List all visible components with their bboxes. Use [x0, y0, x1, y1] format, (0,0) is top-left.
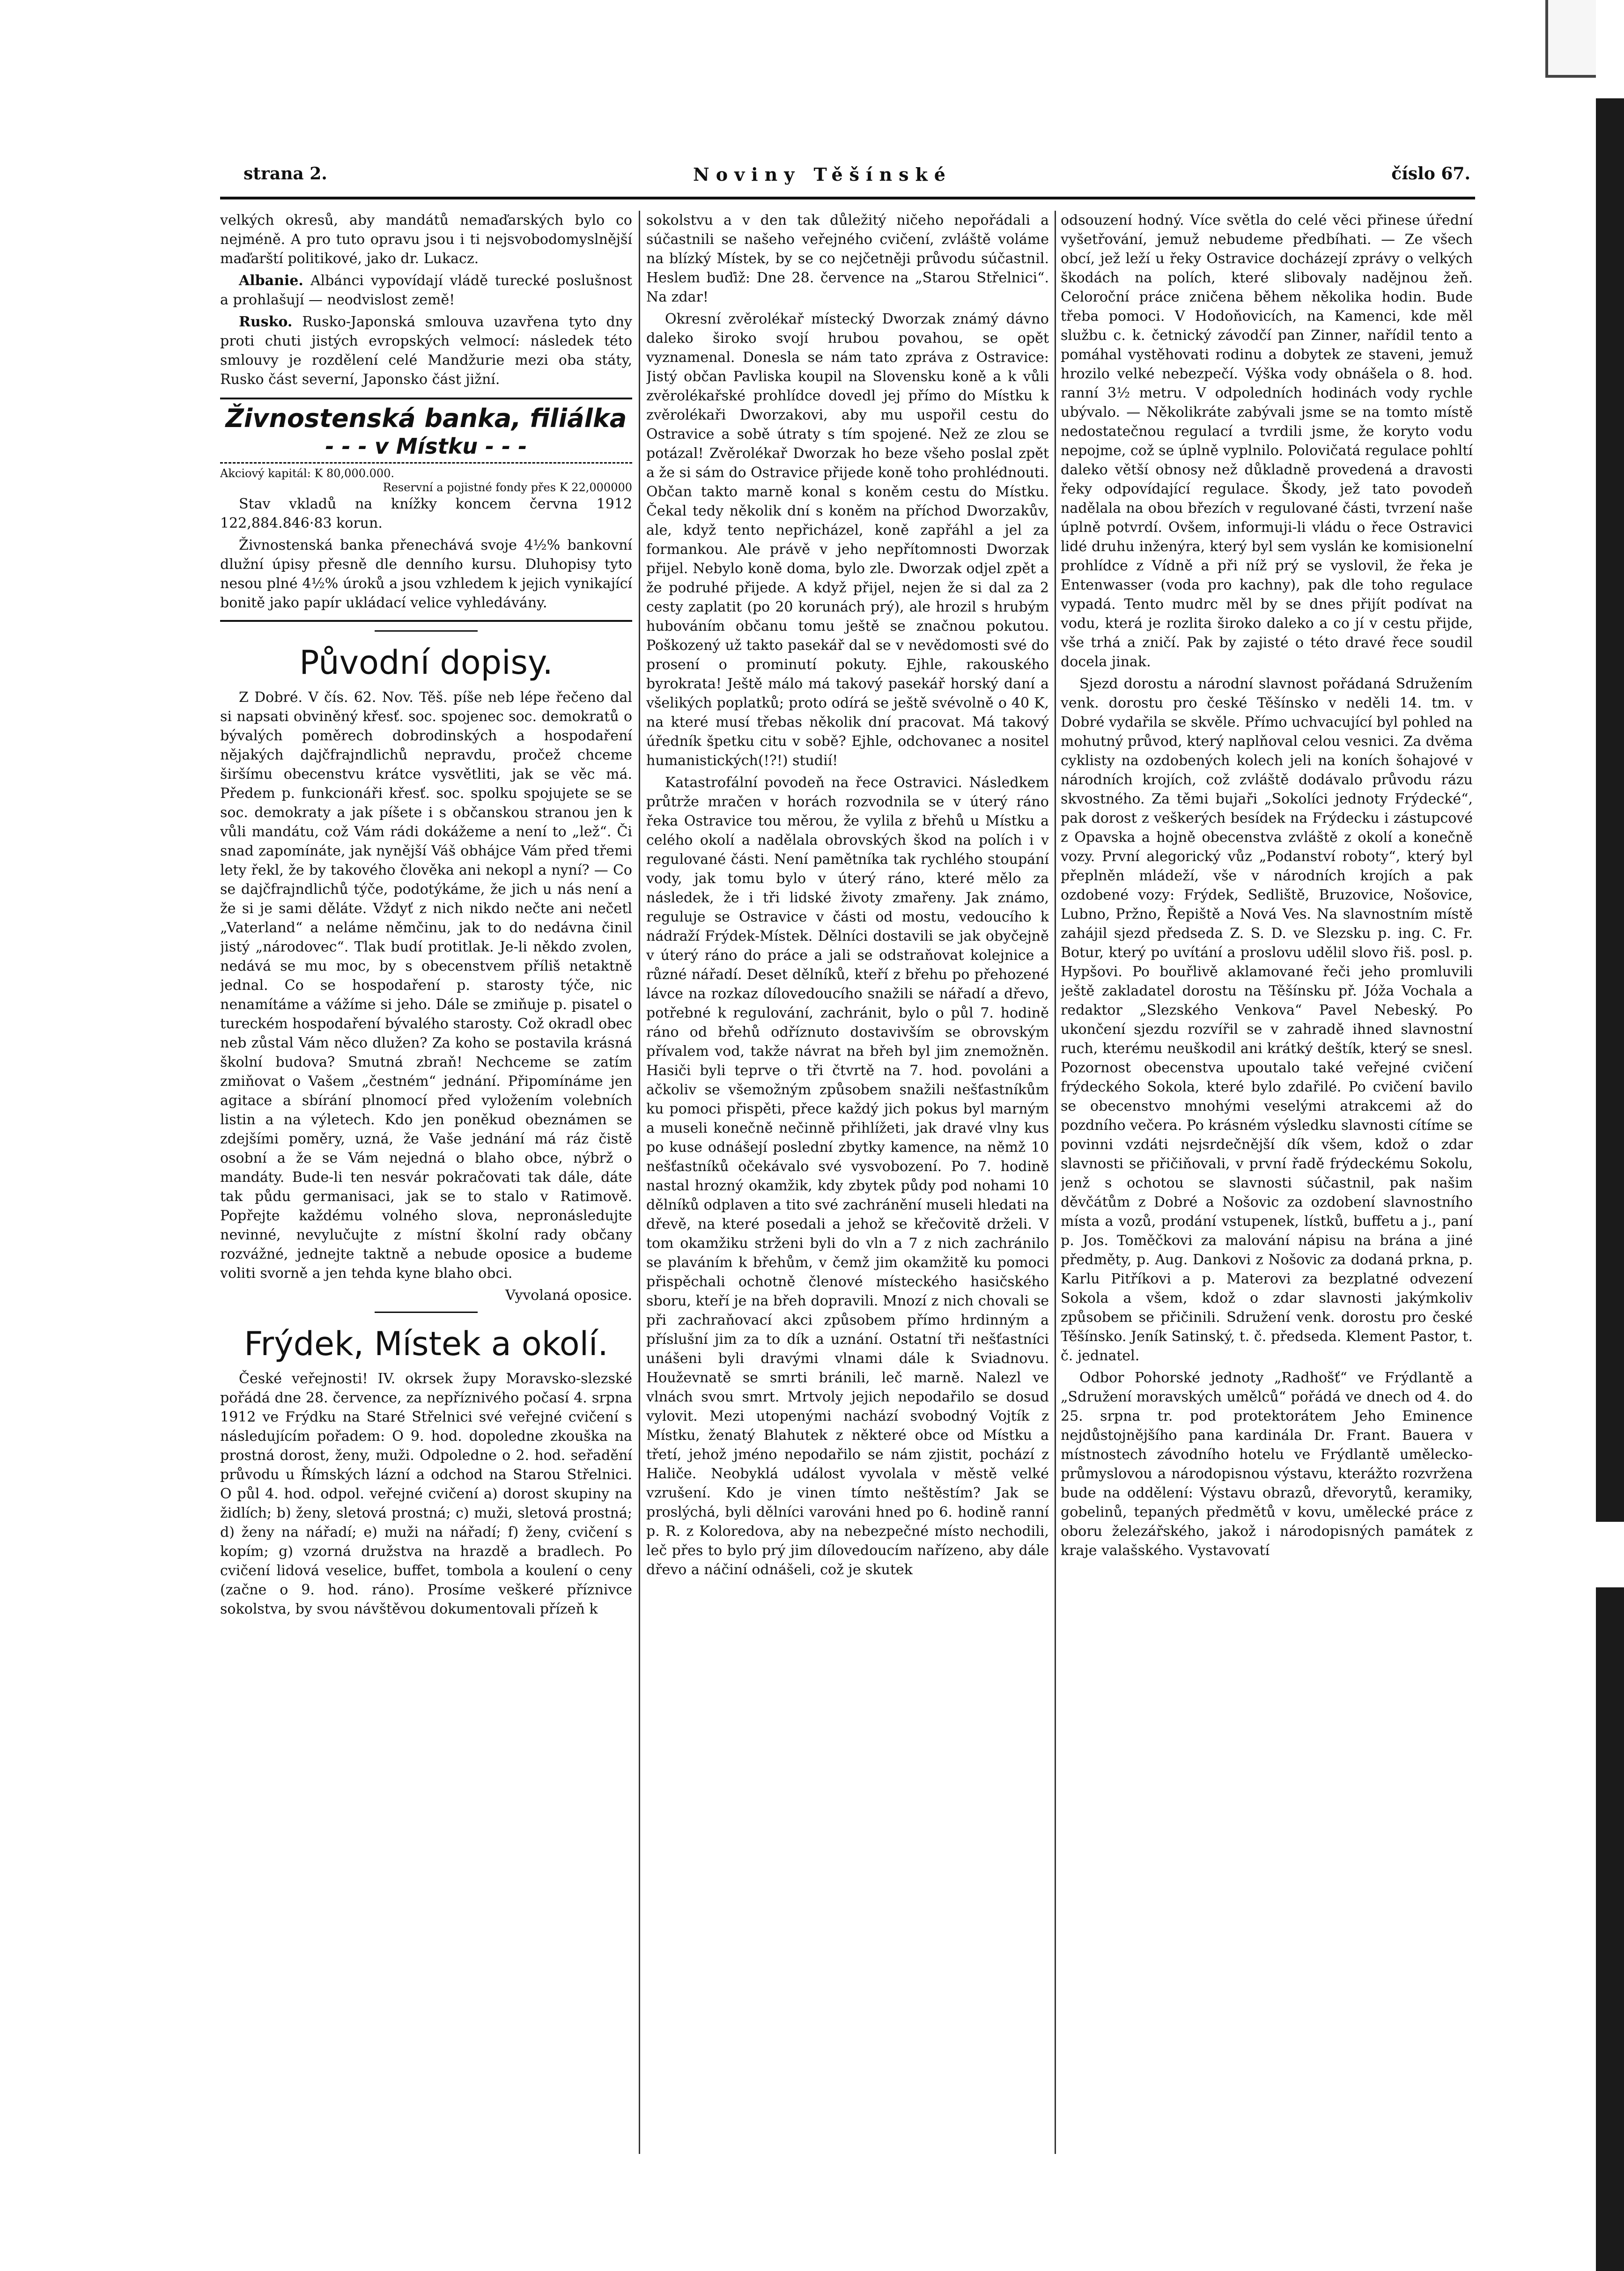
news-item-albanie [220, 271, 632, 310]
ad-subtitle: - - - v Místku - - - [325, 434, 527, 459]
newspaper-title: Noviny Těšínské [693, 164, 952, 185]
item-text: Albánci vypovídají vládě turecké poslušnost a prohlašují — neodvislost země! [220, 273, 632, 308]
article-paragraph: odsouzení hodný. Více světla do celé věci přinese úřední vyšetřování, jemuž nebudeme předbíhati. — Ze všech obcí, jež leží u řeky Ostravice docházejí zprávy o velkých škodách na polích, které slibovaly nadějnou žeň. Celoroční práce zničena během několika hodin. Bude třeba pomoci. V Hodoňovicích, na Kamenci, kde měl službu c. k. četnický závodčí pan Zinner, nařídil tento a pomáhal vystěhovati rodinu a dobytek ze staveni, jemuž hrozilo velké nebezpečí. Výška vody obnášela o 8. hod. ranní 3½ metru. V odpoledních hodinách vody rychle ubývalo. — Několikráte zabývali jsme se na tomto místě nedostatečnou regulací a tvrdili jsme, že koryto vodu nepojme, což se úplně vyplnilo. Polovičatá regulace pohltí daleko větší obnosy než důkladně provedená a dravosti řeky odpovídající regulace. Škody, jež tato povodeň nadělala na obou březích v regulované části, tvrzení naše úplně potvrdí. Ovšem, informuji-li vládu o řece Ostravici lidé druhu inženýra, který byl sem vyslán ke komisionelní prohlídce z Vídně a při níž prý se vyslovil, že řeka je Entenwasser (voda pro kachny), pak dle toho regulace vypadá. Tento mudrc měl by se dnes přijít podívat na vodu, která je rozlita široko daleko a co jí v cestu přijde, vše trhá a zničí. Pak by zajisté o této dravé řece soudil docela jinak. [1061, 212, 1473, 670]
divider [375, 1312, 478, 1313]
page-header [244, 164, 1470, 187]
article-paragraph: Sjezd dorostu a národní slavnost pořádaná Sdružením venk. dorostu pro české Těšínsko v neděli 14. tm. v Dobré vydařila se skvěle. Přímo uchvacující byl pohled na mohutný průvod, který naplňoval celou vesnici. Za dvěma cyklisty na ozdobených kolech jeli na koních šohajové v národních krojích, což zvláště dodávalo průvodu rázu skvostného. Za těmi bujaři „Sokolíci jednoty Frýdecké“, pak dorost z veškerých besídek na Frýdecku i zástupcové z Opavska a hojně obecenstva zvláště z okolí a konečně vozy. První alegorický vůz „Podanství roboty“, který byl přeplněn mládeží, vše v národních krojích a pak ozdobené vozy: Frýdek, Sedliště, Bruzovice, Nošovice, Lubno, Pržno, Řepiště a Nová Ves. Na slavnostním místě zahájil sjezd předseda Z. S. D. ve Slezsku p. ing. C. Fr. Botur, který po uvítání a proslovu udělil slovo řiš. posl. p. Hypšovi. Po bouřlivě aklamované řeči jeho promluvili ještě zakladatel dorostu na Těšínsku př. Jóža Vochala a redaktor „Slezského Venkova“ Pavel Nebeský. Po ukončení sjezdu rozvířil se v zahradě ihned slavnostní ruch, kterému neuškodil ani krátký deštík, který se snesl. Pozornost obecenstva upoutalo také veřejné cvičení frýdeckého Sokola, které bylo zdařilé. Po cvičení bavilo se obecenstvo mnohými veselými atrakcemi až do pozdního večera. Po krásném výsledku slavnosti cítíme se povinni vzdáti nejsrdečnější dík všem, kdož o zdar slavnosti se přičiňovali, v první řadě frýdeckému Sokolu, jenž s ochotou se slavnosti súčastnil, pak našim děvčátům z Dobré a Nošovic za ozdobení slavnostního místa a vozů, prodání vstupenek, lístků, buffetu a j., paní p. Jos. Toměčkovi za malování nápisu na brána a jiné předměty, p. Aug. Dankovi z Nošovic za dodaná prkna, p. Karlu Pitříkovi a p. Materovi za bezplatné odvezení Sokola a všem, kdož o zdar slavnosti jakýmkoliv způsobem se přičinili. Sdružení venk. dorostu pro české Těšínsko. Jeník Satinský, t. č. předseda. Klement Pastor, t. č. jednatel. [1061, 676, 1473, 1364]
divider [375, 630, 478, 632]
article-paragraph: České veřejnosti! IV. okrsek župy Moravsko-slezské pořádá dne 28. července, za nepříznivého počasí 4. srpna 1912 ve Frýdku na Staré Střelnici své veřejné cvičení s následujícím pořadem: O 9. hod. dopoledne zkouška na prostná dorost, ženy, muži. Odpoledne o 2. hod. seřadění průvodu u Římských lázní a odchod na Starou Střelnici. O půl 4. hod. odpol. veřejné cvičení a) dorost skupiny na židlích; b) ženy, sletová prostná; c) muži, sletová prostná; d) ženy na nářadí; e) muži na nářadí; f) ženy, cvičení s kopím; g) vzorná družstva na hrazdě a bradlech. Po cvičení lidová veselice, buffet, tombola a koulení o ceny (začne o 9. hod. ráno). Prosíme veškeré příznivce sokolstva, by svou návštěvou dokumentovali přízeň k [220, 1371, 632, 1617]
ad-capital: Akciový kapitál: K 80,000.000. [220, 467, 395, 480]
item-heading: Albanie. [239, 273, 303, 289]
issue-number: číslo 67. [1391, 164, 1470, 184]
article-paragraph: Katastrofální povodeň na řece Ostravici. Následkem průtrže mračen v horách rozvodnila se v úterý ráno řeka Ostravice tou měrou, že vylila z břehů u Místku a celého okolí a nadělala obrovských škod na polích i v regulované části. Není pamětníka tak rychlého stoupání vody, jak tomu bylo v úterý ráno, které mělo za následek, že i tři lidské životy zmařeny. Jak známo, reguluje se Ostravice v části od mostu, vedoucího k nádraží Frýdek-Místek. Dělníci dostavili se jak obyčejně v úterý ráno do práce a jali se odstraňovat kolejnice a různé nářadí. Deset dělníků, kteří z břehu po přehozené lávce na rozkaz dílovedoucího snažili se nářadí a dřevo, potřebné k regulování, zachránit, bylo o půl 7. hodině ráno od břehů odříznuto dostavivším se obrovským přívalem vod, takže návrat na břeh byl jim znemožněn. Hasiči byli teprve o tři čtvrtě na 7. hod. povoláni a ačkoliv se všemožným způsobem snažili nešťastníkům ku pomoci přispěti, přece každý jich pokus byl marným a museli konečně nečinně přihlížeti, jak dravé vlny kus po kuse odnášejí poslední zbytky kamence, na němž 10 nešťastníků očekávalo své vysvobození. Po 7. hodině nastal hrozný okamžik, kdy zbytek půdy pod nohami 10 dělníků odplaven a tito své zachránění museli hledati na dřevě, na které posedali a jehož se křečovitě drželi. V tom okamžiku strženi byli do vln a 7 z nich zachránilo se plaváním k břehům, v čemž jim okamžitě ku pomoci přispěchali ochotně členové místeckého hasičského sboru, kteří je na břeh dopravili. Mnozí z nich chovali se při zachraňovací akci způsobem přímo hrdinným a příslušní jim za to dík a uznání. Ostatní tři nešťastníci unášeni byli dravými vlnami dále k Sviadnovu. Houževnatě se smrti bránili, leč marně. Nalezl ve vlnách svou smrt. Mrtvoly jejich nepodařilo se dosud vylovit. Mezi utopenými nachází svobodný Vojtík z Místku, ženatý Blahutek z některé obce od Místku a třetí, jehož jméno nepodařilo se nám zjistit, pochází z Haliče. Neobyklá událost vyvolala v městě velké vzrušení. Kdo je vinen tímto neštěstím? Jak se proslýchá, byli dělníci varováni hned po 6. hodině ranní p. R. z Koloredova, aby na nebezpečné místo nechodili, leč přes to bylo prý jim dílovedoucím nařízeno, aby dále dřevo a náčiní odnášeli, což je skutek [646, 774, 1049, 1578]
article-paragraph: Okresní zvěrolékař místecký Dworzak známý dávno daleko široko svojí hrubou povahou, se opět vyznamenal. Donesla se nám tato zpráva z Ostravice: Jistý občan Pavliska koupil na Slovensku koně a k vůli zvěrolékařské prohlídce dovedl jej přímo do Místku k zvěrolékaři Dworzakovi, aby mu uspořil cestu do Ostravice a sobě útraty s tím spojené. Než ze zlou se potázal! Zvěrolékař Dworzak ho beze všeho poslal zpět a že si sám do Ostravice přijede koně toho prohlédnouti. Občan takto marně konal s koněm cestu do Místku. Čekal tedy několik dní s koněm na příchod Dworzakův, ale, když tento nepřicházel, koně zapřáhl a jel za formankou. Ale právě v jeho nepřítomnosti Dworzak přijel. Nebylo koně doma, bylo zle. Dworzak odjel zpět a že podruhé přijede. A když přijel, nejen že si dal za 2 cesty zaplatit (po 20 korunách prý), ale hrozil s hrubým hubováním občanu tomu ještě se značnou pokutou. Poškozený už takto pasekář dal se v nevědomosti své do prosení o prominutí pokuty. Ejhle, rakouského byrokrata! Ještě málo má takový pasekář horský daní a všelikých poplatků; proto odírá se ještě svévolně o 40 K, na které musí třebas několik dní pracovat. Má takový úředník špetku citu v sobě? Ejhle, odchovanec a nositel humanistických(!?!) studií! [646, 311, 1049, 769]
ad-title: Živnostenská banka, filiálka [225, 404, 627, 433]
header-rule [220, 197, 1475, 199]
article-signature: Vyvolaná oposice. [505, 1287, 632, 1304]
column-divider [1055, 211, 1056, 2154]
bank-advertisement [220, 398, 632, 622]
scan-edge-right [1596, 0, 1624, 2271]
ad-divider [220, 462, 632, 464]
section-title: Frýdek, Místek a okolí. [244, 1325, 608, 1363]
ad-funds: Reservní a pojistné fondy přes K 22,000000 [383, 481, 632, 494]
item-heading: Rusko. [239, 314, 293, 330]
article-paragraph: Z Dobré. V čís. 62. Nov. Těš. píše neb lépe řečeno dal si napsati obviněný křesť. soc. spojenec soc. demokratů o bývalých poměrech dobrodinských a hospodaření nějakých dajčfrajndlichů nepravdu, pročež chceme širšímu obecenstvu krátce vysvětliti, jak se věc má. Předem p. funkcionáři křesť. soc. spolku spojujete se se soc. demokraty a jak píšete i s občanskou stranou jen k vůli mandátu, což Vám rádi dokážeme a není to „lež“. Či snad zapomínáte, jak nynější Váš obhájce Vám před třemi lety řekl, že by takového člověka ani nekopl a nyní? — Co se dajčfrajndlichů týče, podotýkáme, že jich u nás není a že si je sami děláte. Vždyť z nich nikdo nečte ani nečetl „Vaterland“ a neláme němčinu, jak to do nedávna činil jistý „národovec“. Tlak budí protitlak. Je-li někdo zvolen, nedává se mu moc, by s obecenstvem příliš netaktně jednal. Co se hospodaření p. starosty týče, nic nenamítáme a vážíme si jeho. Dále se zmiňuje p. pisatel o tureckém hospodaření bývalého starosty. Což okradl obec neb zůstal Vám něco dlužen? Za koho se postavila krásná školní budova? Smutná zbraň! Nechceme se zatím zmiňovat o Vašem „čestném“ jednání. Připomínáme jen agitace a sbírání plnomocí před vyložením volebních listin a na výletech. Kdo jen poněkud obeznámen se zdejšími poměry, uzná, že Vaše jednání má ráz čistě osobní a že se Vám nejedná o blaho obce, nýbrž o mandáty. Bude-li ten nesvár pokračovati tak dále, dáte tak půdu germanisaci, jak se to stalo v Ratimově. Popřejte každému volného slova, nepronásledujte nevinné, nevylučujte z místní školní rady občany rozvážné, jednejte taktně a nebude oposice a budeme voliti svorně a jen tehda kyne blaho obci. [220, 689, 632, 1282]
column-divider [639, 211, 640, 2154]
column-2 [646, 211, 1049, 2154]
section-title: Původní dopisy. [299, 643, 553, 682]
ad-paragraph: Živnostenská banka přenechává svoje 4½% bankovní dlužní úpisy přesně dle denního kursu. Dluhopisy tyto nesou plné 4½% úroků a jsou vzhledem k jejich vynikající bonitě jako papír ukládací velice vyhledávány. [220, 537, 632, 611]
item-text: Rusko-Japonská smlouva uzavřena tyto dny proti chuti jistých evropských velmocí: následek této smlouvy je rozdělení celé Mandžurie mezi oba státy, Rusko část severní, Japonsko část jižní. [220, 314, 632, 388]
column-3 [1061, 211, 1473, 2154]
article-paragraph: sokolstvu a v den tak důležitý ničeho nepořádali a súčastnili se našeho veřejného cvičení, zvláště voláme na blízký Místek, by se co nejčetněji průvodu súčastnil. Heslem buďiž: Dne 28. července na „Starou Střelnici“. Na zdar! [646, 212, 1049, 305]
news-item-rusko [220, 312, 632, 389]
article-paragraph: velkých okresů, aby mandátů nemaďarských bylo co nejméně. A pro tuto opravu jsou i ti nejsvobodomyslnější maďarští politikové, jako dr. Lukacz. [220, 212, 632, 267]
column-1 [220, 211, 632, 2154]
article-paragraph: Odbor Pohorské jednoty „Radhošť“ ve Frýdlantě a „Sdružení moravských umělců“ pořádá ve dnech od 4. do 25. srpna tr. pod protektorátem Jeho Eminence nejdůstojnějšího pana kardinála Dr. Frant. Bauera v místnostech závodního hotelu ve Frýdlantě umělecko-průmyslovou a národopisnou výstavu, kterážto rozvržena bude na oddělení: Výstavu obrazů, dřevorytů, keramiky, gobelinů, tepaných předmětů v kovu, umělecké práce z oboru železářského, jakož i národopisných památek z kraje valašského. Vystavovatí [1061, 1370, 1473, 1559]
page-number: strana 2. [244, 164, 327, 184]
ad-paragraph: Stav vkladů na knížky koncem června 1912 122,884.846·83 korun. [220, 496, 632, 531]
scan-corner-mark [1545, 0, 1600, 78]
